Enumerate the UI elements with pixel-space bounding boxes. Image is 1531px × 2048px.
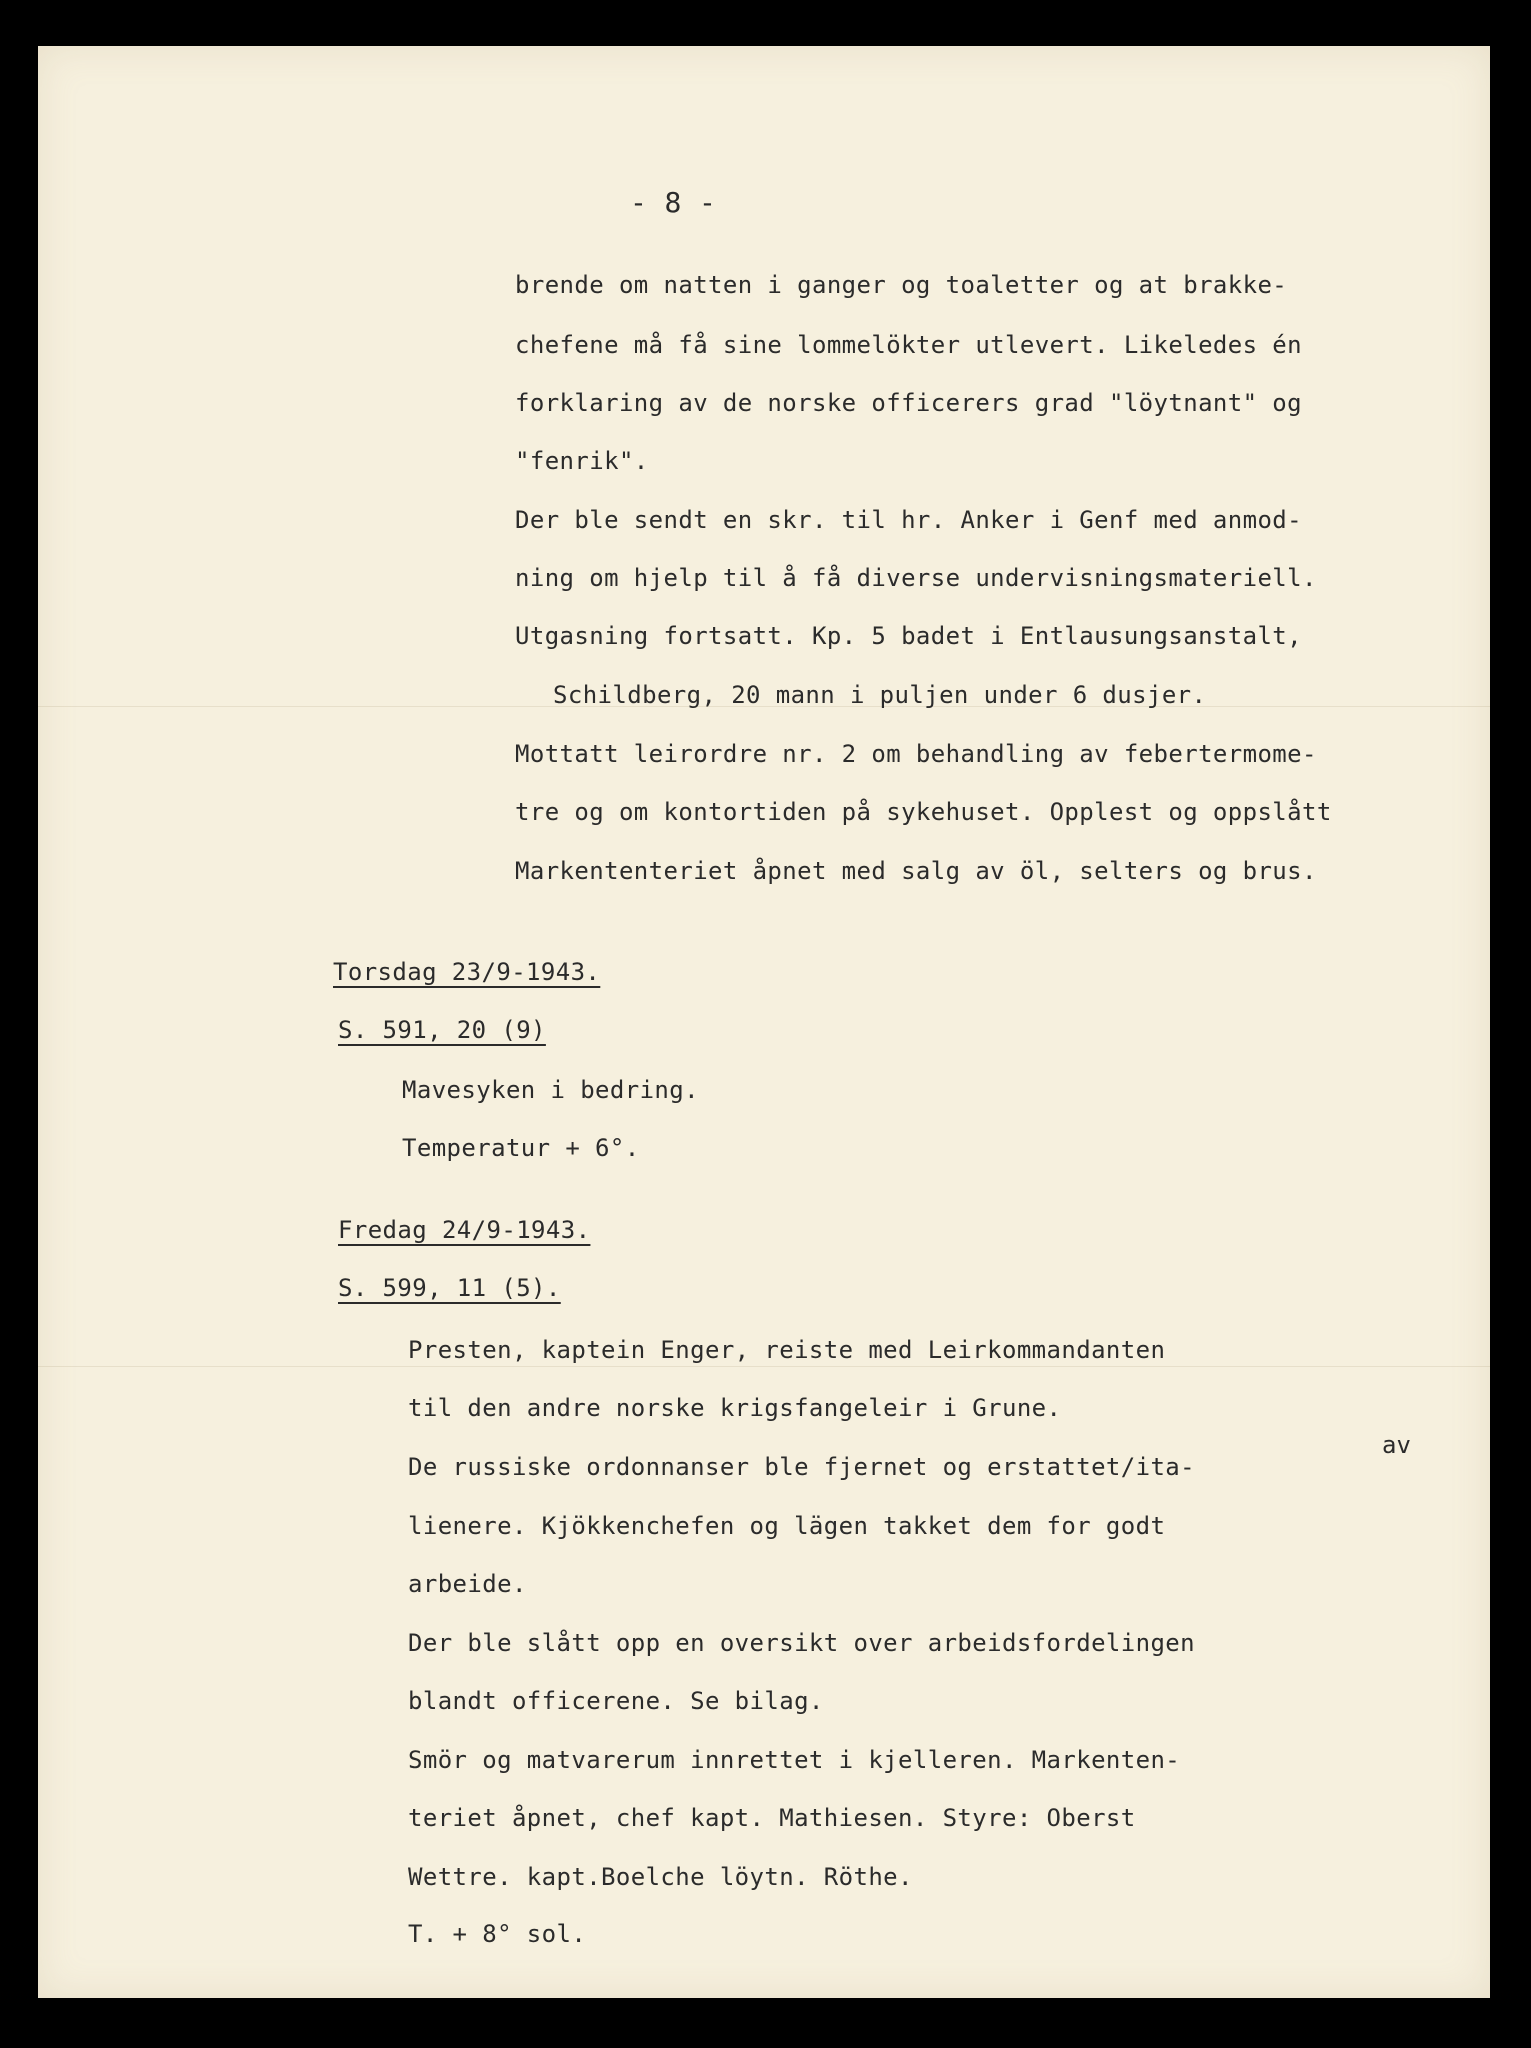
entry-date: Torsdag 23/9-1943.	[333, 958, 601, 986]
text-line: arbeide.	[408, 1570, 527, 1598]
text-line: Presten, kaptein Enger, reiste med Leirkommandanten	[408, 1336, 1166, 1364]
page-number: - 8 -	[630, 186, 717, 219]
text-line: blandt officerene. Se bilag.	[408, 1687, 824, 1715]
text-line: Wettre. kapt.Boelche löytn. Röthe.	[408, 1863, 913, 1891]
text-line: Der ble slått opp en oversikt over arbeidsfordelingen	[408, 1629, 1196, 1657]
text-line: Utgasning fortsatt. Kp. 5 badet i Entlausungsanstalt,	[515, 622, 1303, 650]
text-line: brende om natten i ganger og toaletter og at brakke-	[515, 271, 1288, 299]
text-line: De russiske ordonnanser ble fjernet og erstattet/ita-	[408, 1453, 1196, 1481]
handwritten-insertion: av	[1382, 1431, 1411, 1459]
text-line: til den andre norske krigsfangeleir i Grune.	[408, 1394, 1062, 1422]
text-line: tre og om kontortiden på sykehuset. Opplest og oppslått	[515, 798, 1332, 826]
text-line: chefene må få sine lommelökter utlevert. Likeledes én	[515, 331, 1303, 359]
text-line: T. + 8° sol.	[408, 1920, 587, 1948]
text-line: lienere. Kjökkenchefen og lägen takket dem for godt	[408, 1512, 1166, 1540]
text-line: "fenrik".	[515, 447, 649, 475]
paper-fold	[38, 1366, 1490, 1367]
entry-date: Fredag 24/9-1943.	[338, 1216, 591, 1244]
entry-ref: S. 599, 11 (5).	[338, 1274, 561, 1302]
text-line: Mottatt leirordre nr. 2 om behandling av febertermome-	[515, 740, 1317, 768]
text-line: Schildberg, 20 mann i puljen under 6 dusjer.	[553, 681, 1207, 709]
text-line: Smör og matvarerum innrettet i kjelleren. Markenten-	[408, 1746, 1181, 1774]
text-line: Der ble sendt en skr. til hr. Anker i Genf med anmod-	[515, 506, 1303, 534]
text-line: Markententeriet åpnet med salg av öl, selters og brus.	[515, 857, 1317, 885]
text-line: teriet åpnet, chef kapt. Mathiesen. Styre: Oberst	[408, 1804, 1136, 1832]
document-page	[38, 46, 1490, 1998]
text-line: Mavesyken i bedring.	[402, 1076, 699, 1104]
text-line: Temperatur + 6°.	[402, 1134, 640, 1162]
entry-ref: S. 591, 20 (9)	[338, 1016, 546, 1044]
text-line: ning om hjelp til å få diverse undervisningsmateriell.	[515, 564, 1317, 592]
text-line: forklaring av de norske officerers grad "löytnant" og	[515, 389, 1303, 417]
